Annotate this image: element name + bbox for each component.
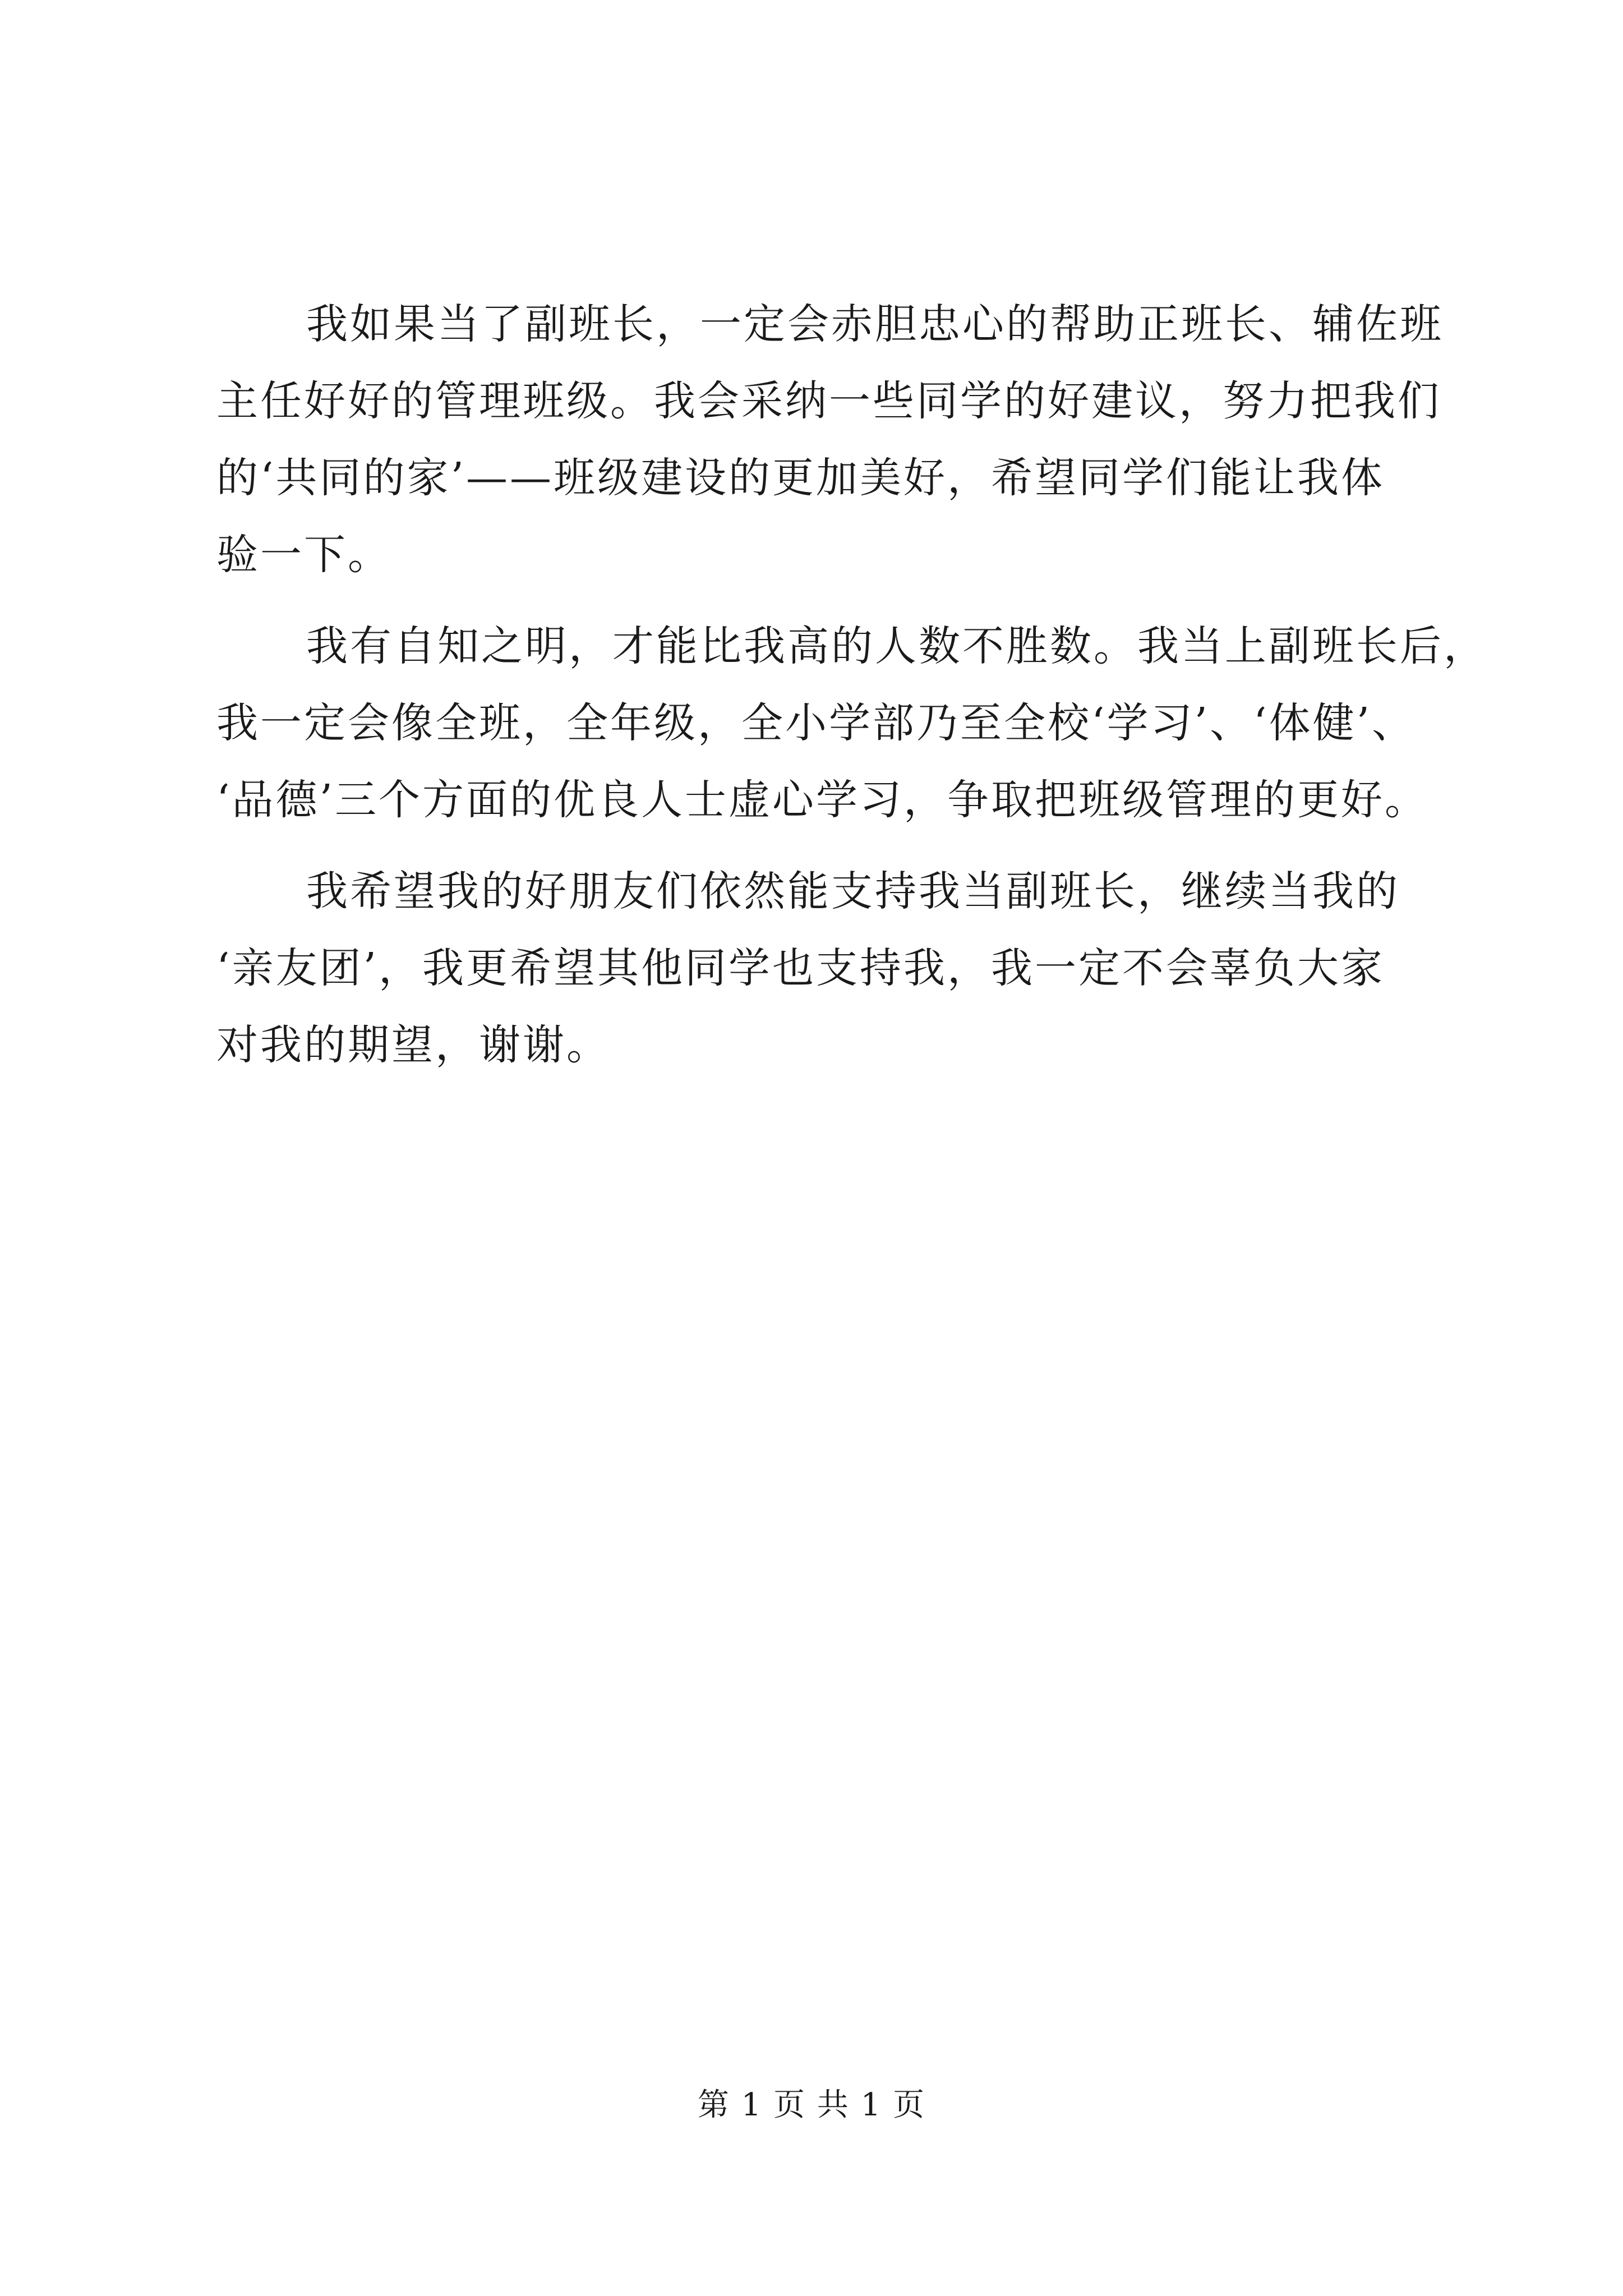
paragraph-line: ‘品德’三个方面的优良人士虚心学习，争取把班级管理的更好。 bbox=[216, 776, 1429, 824]
page-number-footer: 第 1 页 共 1 页 bbox=[697, 2087, 926, 2123]
paragraph-line: 对我的期望，谢谢。 bbox=[216, 1021, 610, 1069]
paragraph-line: 我如果当了副班长，一定会赤胆忠心的帮助正班长、辅佐班 bbox=[306, 300, 1444, 348]
paragraph-2 bbox=[216, 608, 1506, 839]
paragraph-line: ‘亲友团’，我更希望其他同学也支持我，我一定不会辜负大家 bbox=[216, 944, 1385, 992]
paragraph-line: 我希望我的好朋友们依然能支持我当副班长，继续当我的 bbox=[306, 867, 1400, 915]
paragraph-1 bbox=[216, 286, 1506, 593]
paragraph-3 bbox=[216, 853, 1506, 1084]
paragraph-line: 我一定会像全班，全年级，全小学部乃至全校‘学习’、‘体健’、 bbox=[216, 699, 1416, 747]
paragraph-line: 我有自知之明，才能比我高的人数不胜数。我当上副班长后， bbox=[306, 622, 1487, 670]
paragraph-line: 主任好好的管理班级。我会采纳一些同学的好建议，努力把我们 bbox=[216, 377, 1441, 425]
paragraph-line: 的‘共同的家’——班级建设的更加美好，希望同学们能让我体 bbox=[216, 454, 1385, 502]
paragraph-line: 验一下。 bbox=[216, 531, 391, 579]
document-body bbox=[216, 286, 1506, 1098]
